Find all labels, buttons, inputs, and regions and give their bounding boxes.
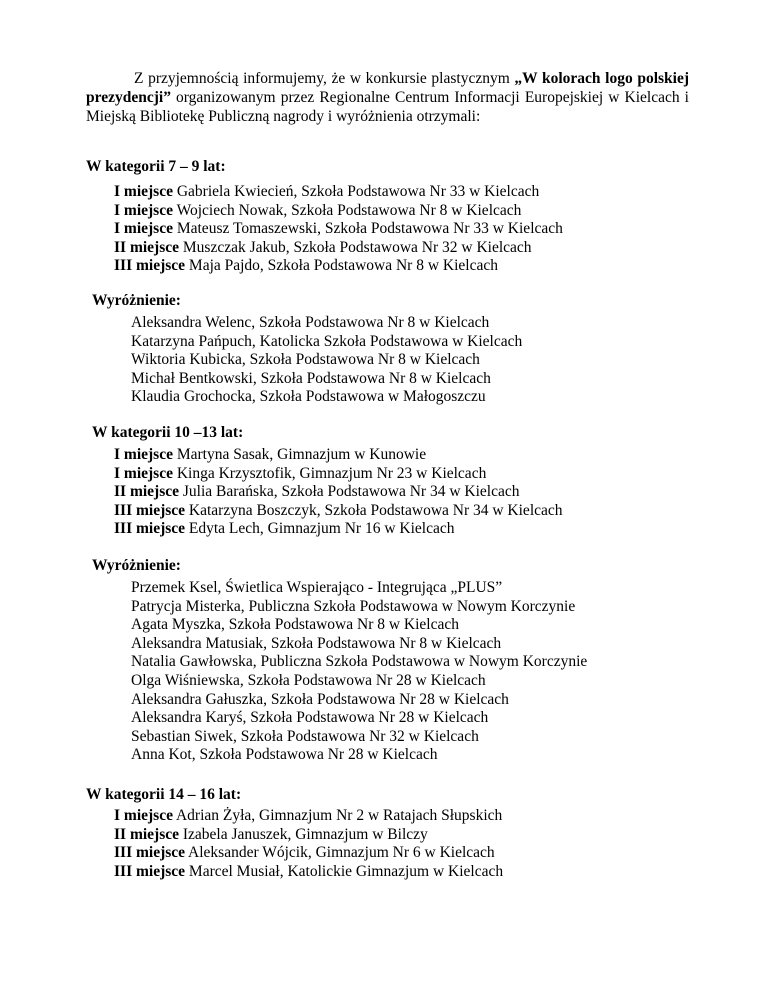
list-item — [131, 615, 587, 634]
intro-paragraph — [86, 69, 689, 127]
distinction-text: Wiktoria Kubicka, Szkoła Podstawowa Nr 8 w Kielcach — [131, 351, 480, 369]
list-item — [131, 671, 587, 690]
list-item — [131, 578, 587, 597]
winner-text: Muszczak Jakub, Szkoła Podstawowa Nr 32 w Kielcach — [179, 238, 532, 256]
list-item — [114, 825, 503, 844]
distinction-text: Natalia Gawłowska, Publiczna Szkoła Podstawowa w Nowym Korczynie — [131, 653, 588, 671]
distinction-text: Anna Kot, Szkoła Podstawowa Nr 28 w Kielcach — [131, 746, 438, 764]
list-item — [114, 238, 563, 257]
list-item — [114, 256, 563, 275]
distinction-list-category-10-13 — [131, 578, 587, 764]
list-item — [114, 482, 563, 501]
list-item — [114, 219, 563, 238]
winner-text: Wojciech Nowak, Szkoła Podstawowa Nr 8 w Kielcach — [172, 201, 522, 219]
place-label: II miejsce — [114, 483, 179, 501]
place-label: I miejsce — [114, 464, 173, 482]
winner-text: Marcel Musiał, Katolickie Gimnazjum w Kielcach — [185, 862, 504, 880]
winners-list-category-10-13 — [114, 445, 563, 538]
distinction-text: Przemek Ksel, Świetlica Wspierająco - Integrująca „PLUS” — [131, 579, 503, 596]
place-label: II miejsce — [114, 238, 179, 256]
distinction-text: Patrycja Misterka, Publiczna Szkoła Podstawowa w Nowym Korczynie — [131, 597, 576, 615]
place-label: III miejsce — [114, 862, 186, 880]
place-label: III miejsce — [114, 501, 186, 519]
winner-text: Julia Barańska, Szkoła Podstawowa Nr 34 w Kielcach — [179, 483, 520, 501]
list-item — [131, 350, 522, 369]
place-label: I miejsce — [114, 220, 173, 238]
section-heading-distinction-10-13: Wyróżnienie: — [92, 557, 181, 574]
distinction-text: Katarzyna Pańpuch, Katolicka Szkoła Podstawowa w Kielcach — [131, 332, 523, 350]
list-item — [131, 652, 587, 671]
winner-text: Adrian Żyła, Gimnazjum Nr 2 w Ratajach Słupskich — [172, 807, 503, 824]
list-item — [131, 708, 587, 727]
distinction-text: Aleksandra Karyś, Szkoła Podstawowa Nr 28 w Kielcach — [131, 709, 489, 727]
distinction-text: Michał Bentkowski, Szkoła Podstawowa Nr 8 w Kielcach — [131, 369, 491, 387]
place-label: II miejsce — [114, 825, 179, 843]
place-label: I miejsce — [114, 201, 173, 219]
place-label: I miejsce — [114, 183, 173, 200]
list-item — [131, 745, 587, 764]
distinction-text: Aleksandra Welenc, Szkoła Podstawowa Nr 8 w Kielcach — [131, 314, 490, 331]
place-label: I miejsce — [114, 807, 173, 824]
section-heading-distinction-7-9: Wyróżnienie: — [92, 292, 181, 309]
section-heading-category-7-9: W kategorii 7 – 9 lat: — [86, 158, 226, 175]
list-item — [131, 387, 522, 406]
section-heading-category-14-16: W kategorii 14 – 16 lat: — [86, 786, 242, 803]
distinction-text: Aleksandra Matusiak, Szkoła Podstawowa Nr 8 w Kielcach — [131, 634, 502, 652]
winner-text: Aleksander Wójcik, Gimnazjum Nr 6 w Kielcach — [185, 844, 495, 862]
winner-text: Kinga Krzysztofik, Gimnazjum Nr 23 w Kielcach — [172, 464, 487, 482]
winner-text: Izabela Januszek, Gimnazjum w Bilczy — [179, 825, 428, 843]
list-item — [131, 690, 587, 709]
place-label: III miejsce — [114, 257, 186, 275]
list-item — [114, 843, 503, 862]
winners-list-category-14-16 — [114, 806, 503, 880]
list-item — [114, 182, 563, 201]
distinction-text: Olga Wiśniewska, Szkoła Podstawowa Nr 28 w Kielcach — [131, 671, 486, 689]
distinction-text: Sebastian Siwek, Szkoła Podstawowa Nr 32 w Kielcach — [131, 727, 479, 745]
winner-text: Katarzyna Boszczyk, Szkoła Podstawowa Nr 34 w Kielcach — [185, 501, 563, 519]
contest-title: „W kolorach logo polskiej prezydencji” — [86, 70, 689, 107]
intro-text-start: Z przyjemnością informujemy, że w konkursie plastycznym — [134, 70, 515, 87]
list-item — [114, 445, 563, 464]
list-item — [114, 862, 503, 881]
winner-text: Gabriela Kwiecień, Szkoła Podstawowa Nr 33 w Kielcach — [172, 183, 540, 200]
list-item — [131, 369, 522, 388]
list-item — [131, 597, 587, 616]
section-heading-category-10-13: W kategorii 10 –13 lat: — [92, 424, 244, 441]
winner-text: Martyna Sasak, Gimnazjum w Kunowie — [172, 446, 427, 463]
place-label: I miejsce — [114, 446, 173, 463]
list-item — [131, 313, 522, 332]
list-item — [114, 519, 563, 538]
winners-list-category-7-9 — [114, 182, 563, 275]
distinction-list-category-7-9 — [131, 313, 522, 406]
distinction-text: Klaudia Grochocka, Szkoła Podstawowa w Małogoszczu — [131, 388, 486, 406]
place-label: III miejsce — [114, 520, 186, 538]
winner-text: Mateusz Tomaszewski, Szkoła Podstawowa Nr 33 w Kielcach — [172, 220, 563, 238]
list-item — [131, 332, 522, 351]
distinction-text: Agata Myszka, Szkoła Podstawowa Nr 8 w Kielcach — [131, 616, 459, 634]
list-item — [114, 464, 563, 483]
intro-text-end: organizowanym przez Regionalne Centrum Informacji Europejskiej w Kielcach i Miejską Bibliotekę Publiczną nagrody i wyróżnienia otrzymali: — [86, 89, 689, 126]
list-item — [131, 634, 587, 653]
winner-text: Edyta Lech, Gimnazjum Nr 16 w Kielcach — [185, 520, 455, 538]
winner-text: Maja Pajdo, Szkoła Podstawowa Nr 8 w Kielcach — [185, 257, 498, 275]
distinction-text: Aleksandra Gałuszka, Szkoła Podstawowa Nr 28 w Kielcach — [131, 690, 509, 708]
list-item — [131, 727, 587, 746]
list-item — [114, 806, 503, 825]
list-item — [114, 201, 563, 220]
list-item — [114, 501, 563, 520]
place-label: III miejsce — [114, 844, 186, 862]
